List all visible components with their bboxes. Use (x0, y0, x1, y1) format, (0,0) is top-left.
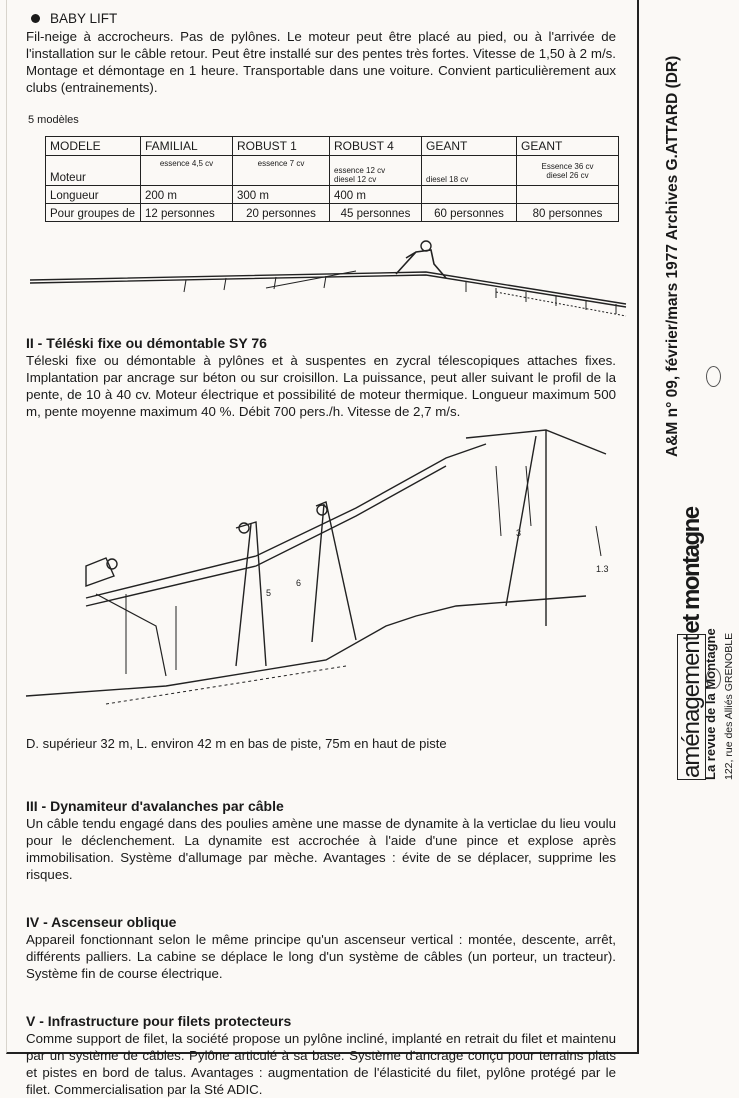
binder-hole-icon (706, 366, 721, 387)
table-row (46, 156, 619, 186)
logo-bold-word: et montagne (678, 507, 705, 634)
magazine-subtitle: La revue de la Montagne (703, 628, 718, 780)
table-cell: 300 m (233, 186, 330, 204)
row-label: Pour groupes de (46, 204, 141, 222)
dim-label: 6 (296, 578, 302, 588)
baby-lift-title: BABY LIFT (50, 11, 118, 26)
magazine-masthead (678, 507, 739, 780)
dim-label: 3 (516, 528, 522, 538)
models-table (45, 136, 619, 222)
table-cell: 12 personnes (141, 204, 233, 222)
table-header-cell: FAMILIAL (141, 137, 233, 156)
table-row (46, 186, 619, 204)
models-count-label: 5 modèles (28, 114, 79, 126)
table-header-cell: MODELE (46, 137, 141, 156)
table-cell: 400 m (330, 186, 422, 204)
section2-text: Téleski fixe ou démontable à pylônes et à suspentes en zycral télescopiques attaches fixes. Implantation par ancrage sur béton ou sur croisillon. La puissance, peut aller suivant le profil de la pente, de 10 à 40 cv. Moteur électrique et possibilité de moteur thermique. Longueur maximum 500 m, pente moyenne maximum 40 %. Débit 700 pers./h. Vitesse de 2,7 m/s. (26, 353, 616, 419)
table-cell: essence 12 cv diesel 12 cv (330, 156, 422, 186)
baby-lift-drawing (26, 228, 626, 328)
table-cell: 20 personnes (233, 204, 330, 222)
bullet-icon (31, 14, 40, 23)
table-header-cell: GEANT (517, 137, 619, 156)
table-cell: essence 7 cv (233, 156, 330, 186)
section4-text: Appareil fonctionnant selon le même principe qu'un ascenseur vertical : montée, descente, arrêt, différents palliers. La cabine se déplace le long d'un système de câbles (un porteur, un tracteur). Système fin de course électrique. (26, 932, 616, 981)
section4-title: IV - Ascenseur oblique (26, 914, 177, 930)
table-header-cell: ROBUST 1 (233, 137, 330, 156)
table-cell: diesel 18 cv (422, 156, 517, 186)
archive-credit: A&M n° 09, février/mars 1977 Archives G.ATTARD (DR) (664, 55, 681, 457)
table-cell: essence 4,5 cv (141, 156, 233, 186)
section5-title: V - Infrastructure pour filets protecteurs (26, 1013, 292, 1029)
table-row (46, 204, 619, 222)
dim-label: 1.3 (596, 564, 609, 574)
section3-title: III - Dynamiteur d'avalanches par câble (26, 798, 284, 814)
table-cell: 45 personnes (330, 204, 422, 222)
magazine-logo (678, 507, 705, 780)
row-label: Longueur (46, 186, 141, 204)
dim-label: 5 (266, 588, 272, 598)
table-cell: 60 personnes (422, 204, 517, 222)
teleski-drawing (26, 426, 626, 726)
magazine-address: 122, rue des Alliés GRENOBLE (723, 632, 735, 780)
table-header-cell: ROBUST 4 (330, 137, 422, 156)
binder-hole-icon (706, 668, 721, 689)
article-content (26, 10, 616, 1098)
baby-lift-text: Fil-neige à accrocheurs. Pas de pylônes. Le moteur peut être placé au pied, ou à l'arrivée de l'installation sur le câble retour. Peut être installé sur des pentes très fortes. Vitesse de 1,50 à 2 m/s. Montage et démontage en 1 heure. Transportable dans une voiture. Convient particulièrement aux clubs (entrainements). (26, 29, 616, 95)
section3-text: Un câble tendu engagé dans des poulies amène une masse de dynamite à la verticlae du lieu voulu pour le déclenchement. La dynamite est accrochée à l'aide d'une pince et explose après immobilisation. Système d'allumage par mèche. Avantages : évite de se déplacer, supprime les risques. (26, 816, 616, 882)
table-header-cell: GEANT (422, 137, 517, 156)
section2-title: II - Téléski fixe ou démontable SY 76 (26, 335, 267, 351)
table-cell (517, 186, 619, 204)
logo-light-word: aménagement (678, 635, 705, 778)
table-cell: Essence 36 cv diesel 26 cv (517, 156, 619, 186)
table-header-row (46, 137, 619, 156)
baby-lift-heading (26, 10, 616, 28)
table-cell: 80 personnes (517, 204, 619, 222)
table-cell: 200 m (141, 186, 233, 204)
teleski-caption: D. supérieur 32 m, L. environ 42 m en bas de piste, 75m en haut de piste (26, 736, 447, 751)
row-label: Moteur (46, 156, 141, 186)
section5-text: Comme support de filet, la société propose un pylône incliné, implanté en retrait du filet et maintenu par un système de câbles. Pylône articulé à sa base. Système d'ancrage conçu pour terrains plats et pistes en bord de talus. Avantages : augmentation de l'élasticité du filet, pylône protégé par le filet. Commercialisation par la Sté ADIC. (26, 1031, 616, 1097)
table-cell (422, 186, 517, 204)
